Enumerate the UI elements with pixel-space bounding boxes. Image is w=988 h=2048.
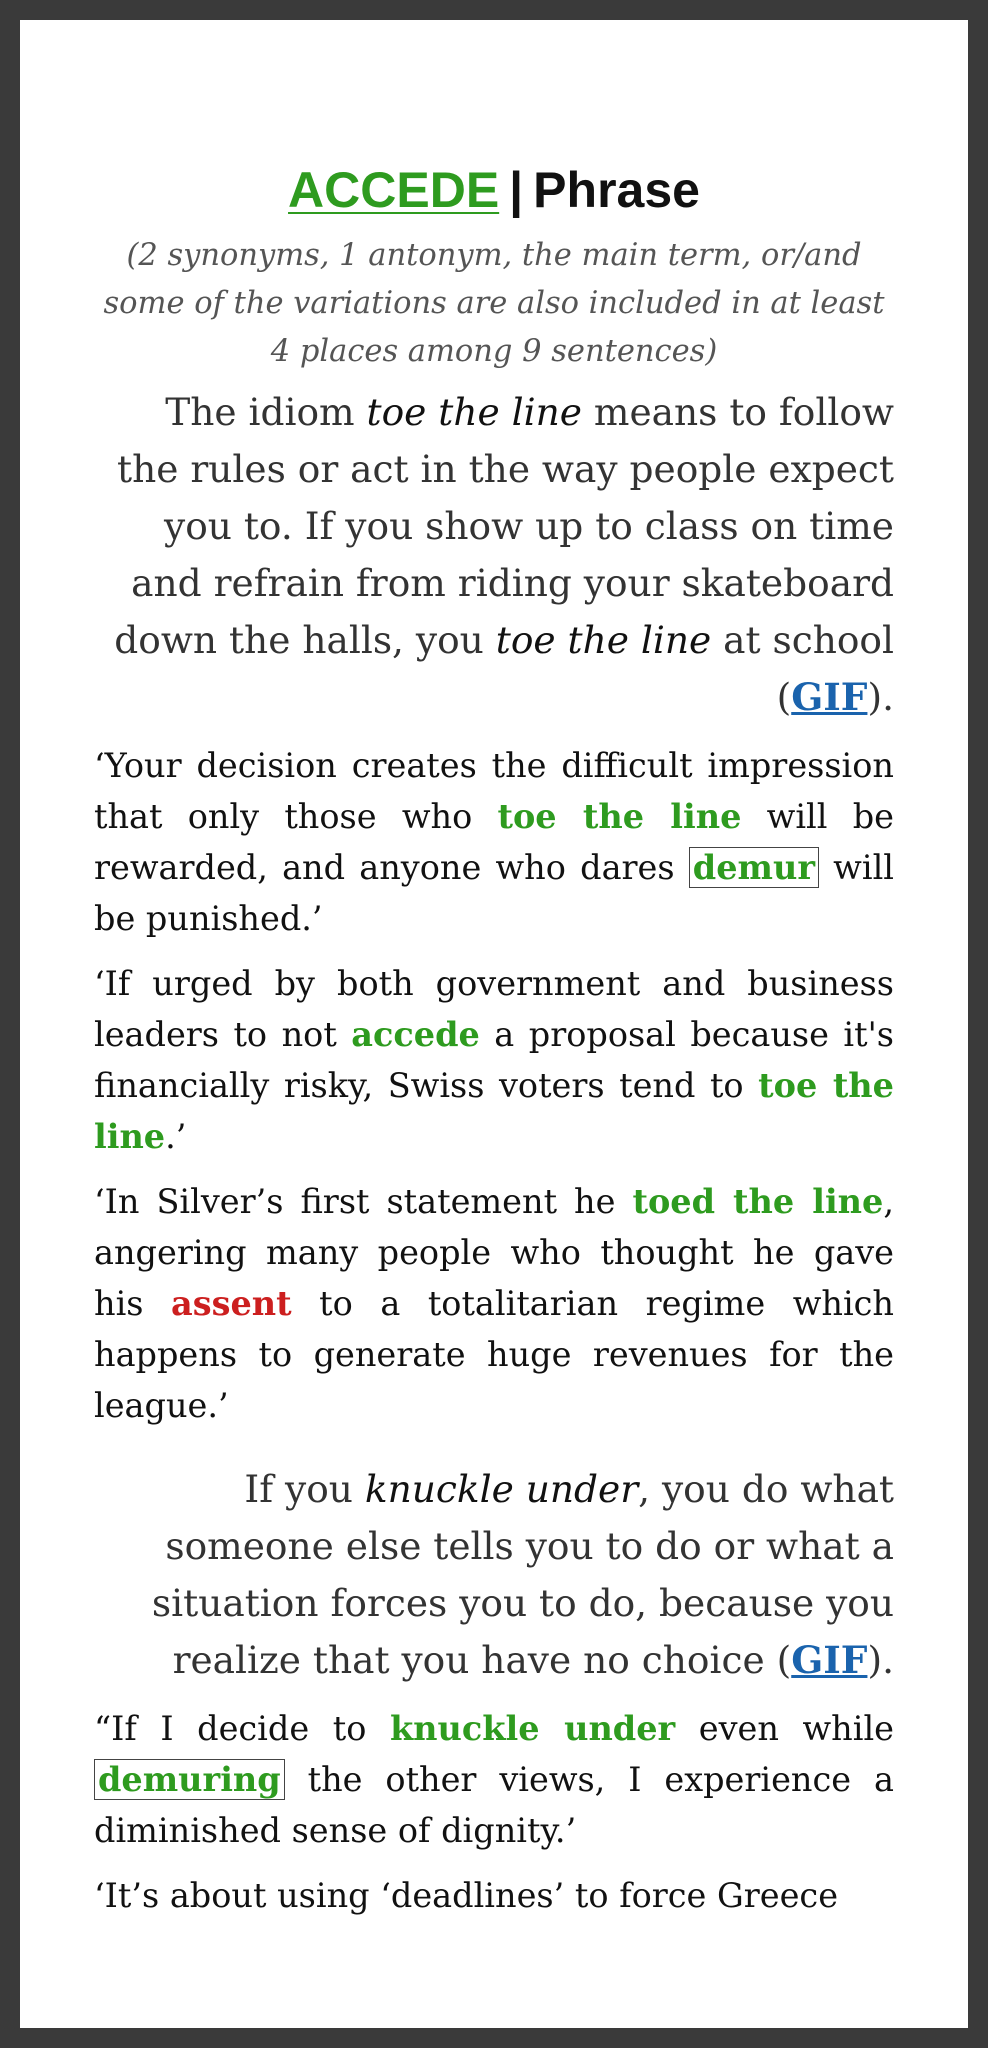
example-sentence bbox=[94, 1176, 894, 1431]
keyword-link[interactable]: ACCEDE bbox=[288, 162, 500, 218]
definition-text: If you bbox=[244, 1467, 365, 1511]
definition-text: ). bbox=[867, 675, 894, 719]
synonym-highlight: accede bbox=[351, 1015, 480, 1054]
sentence-text: ‘It’s about using ‘deadlines’ to force Greece bbox=[94, 1876, 839, 1915]
sentence-text: “If I decide to bbox=[94, 1709, 390, 1748]
boxed-synonym-highlight: demur bbox=[689, 847, 819, 888]
sentence-text: the other views, I experience a diminished sense of dignity.’ bbox=[94, 1760, 894, 1850]
sentence-text: ‘If urged by both government and business leaders to not bbox=[94, 964, 894, 1054]
sentence-text: will be rewarded, and anyone who dares bbox=[94, 797, 894, 887]
sentence-text: , angering many people who thought he gave his bbox=[94, 1182, 895, 1323]
sentence-text: ‘Your decision creates the difficult impression that only those who bbox=[94, 746, 894, 836]
gif-link[interactable]: GIF bbox=[791, 1638, 868, 1682]
definition-knuckle-under bbox=[94, 1461, 894, 1689]
gif-link[interactable]: GIF bbox=[791, 675, 868, 719]
document-page bbox=[20, 20, 968, 2028]
sentence-text: even while bbox=[675, 1709, 895, 1748]
definition-toe-the-line bbox=[94, 384, 894, 726]
definition-text: The idiom bbox=[165, 390, 367, 434]
synonym-highlight: knuckle under bbox=[389, 1709, 676, 1748]
example-sentence bbox=[94, 1870, 894, 1921]
category-label: Phrase bbox=[533, 162, 700, 218]
example-sentence bbox=[94, 958, 894, 1162]
sentence-text: will be punished.’ bbox=[94, 848, 895, 938]
definition-text: means to follow the rules or act in the way people expect you to. If you show up to class on time and refrain from riding your skateboard down the halls, you bbox=[114, 390, 894, 662]
section-spacer bbox=[94, 1431, 894, 1453]
title-separator: | bbox=[509, 162, 524, 218]
instructions-note: (2 synonyms, 1 antonym, the main term, or/and some of the variations are also included in at least 4 places among 9 sentences) bbox=[103, 238, 885, 369]
definition-text: at school ( bbox=[711, 618, 894, 719]
idiom-term: toe the line bbox=[366, 390, 582, 434]
sentence-text: ‘In Silver’s first statement he bbox=[94, 1182, 633, 1221]
synonym-highlight: toe the line bbox=[497, 797, 742, 836]
idiom-term: knuckle under bbox=[364, 1467, 639, 1511]
boxed-synonym-highlight: demuring bbox=[94, 1759, 285, 1800]
definition-text: ). bbox=[867, 1638, 894, 1682]
idiom-term: toe the line bbox=[495, 618, 712, 662]
sentence-text: a proposal because it's financially risky, Swiss voters tend to bbox=[94, 1015, 894, 1105]
example-sentence bbox=[94, 1703, 894, 1856]
document-content bbox=[94, 160, 894, 1921]
sentence-text: to a totalitarian regime which happens to generate huge revenues for the league.’ bbox=[94, 1284, 894, 1425]
sentence-text: .’ bbox=[165, 1117, 187, 1156]
synonym-highlight: toed the line bbox=[632, 1182, 884, 1221]
page-title bbox=[94, 160, 894, 220]
antonym-highlight: assent bbox=[171, 1284, 292, 1323]
synonym-highlight: toe the line bbox=[94, 1066, 894, 1156]
definition-text: , you do what someone else tells you to do or what a situation forces you to do, because you realize that you have no choice ( bbox=[151, 1467, 894, 1682]
example-sentence bbox=[94, 740, 894, 944]
